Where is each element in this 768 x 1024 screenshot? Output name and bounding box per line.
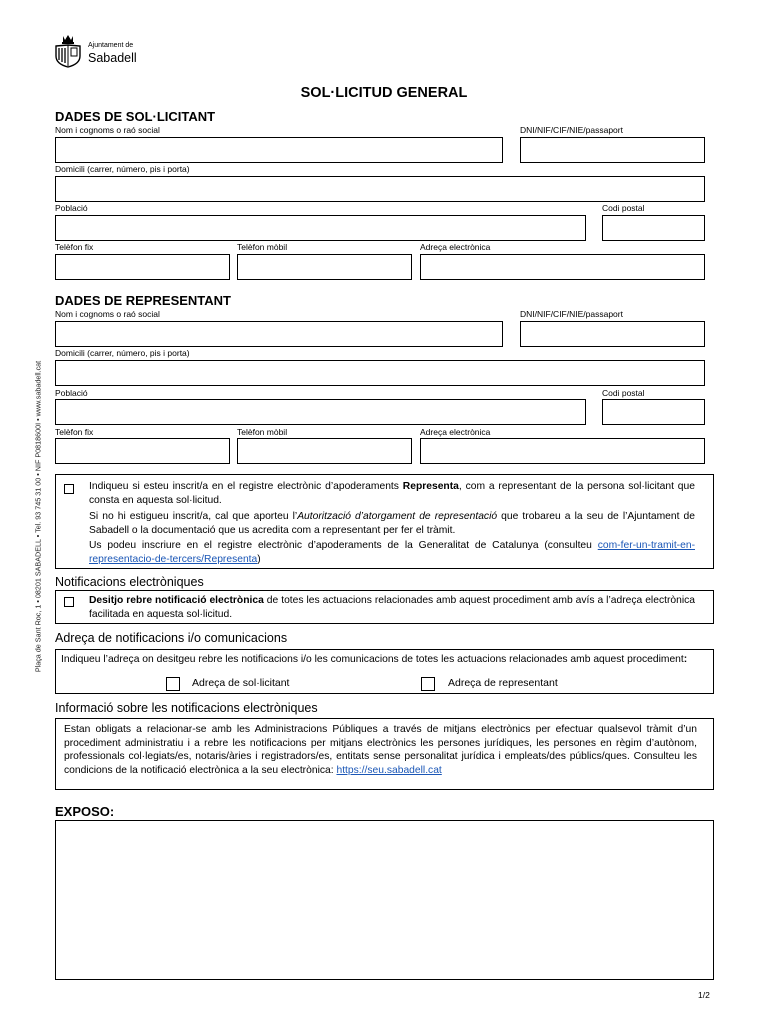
address-notif-panel bbox=[55, 649, 714, 694]
page-number: 1/2 bbox=[698, 990, 710, 1000]
representative-email-field[interactable] bbox=[420, 438, 705, 464]
representative-postal-label: Codi postal bbox=[602, 388, 645, 398]
representative-id-field[interactable] bbox=[520, 321, 705, 347]
representa-checkbox[interactable] bbox=[64, 484, 74, 494]
option-representative-checkbox[interactable] bbox=[421, 677, 435, 691]
applicant-city-field[interactable] bbox=[55, 215, 586, 241]
address-notif-heading: Adreça de notificacions i/o comunicacions bbox=[55, 631, 288, 645]
representative-mobile-label: Telèfon mòbil bbox=[237, 427, 288, 437]
representa-paragraph-1: Indiqueu si esteu inscrit/a en el registre electrònic d’apoderaments Representa, com a representant de la persona sol·licitant que consta en aquesta sol·licitud. bbox=[89, 481, 695, 506]
address-notif-text: Indiqueu l’adreça on desitgeu rebre les notificacions i/o les comunicacions de totes les actuacions relacionades amb aquest procediment: bbox=[61, 654, 688, 665]
representative-postal-field[interactable] bbox=[602, 399, 705, 425]
notifications-panel bbox=[55, 590, 714, 624]
representative-phone-label: Telèfon fix bbox=[55, 427, 94, 437]
coat-of-arms-icon bbox=[54, 34, 82, 68]
representative-id-label: DNI/NIF/CIF/NIE/passaport bbox=[520, 309, 623, 319]
option-applicant-label: Adreça de sol·licitant bbox=[192, 677, 290, 689]
applicant-mobile-label: Telèfon mòbil bbox=[237, 242, 288, 252]
representative-name-field[interactable] bbox=[55, 321, 503, 347]
info-heading: Informació sobre les notificacions electròniques bbox=[55, 701, 318, 715]
applicant-email-label: Adreça electrònica bbox=[420, 242, 491, 252]
info-text: Estan obligats a relacionar-se amb les Administracions Públiques a través de mitjans electrònics per efectuar qualsevol tràmit d’un procediment administratiu i a rebre les notificacions per mitjans electrònics les persones jurídiques, les persones en règim d’autònom, professionals col·legiats/es, notaris/àries i registradors/es, entitats sense personalitat jurídica i empleats/des públics/ques. Consulteu les condicions de la notificació electrònica a la seu electrònica: https://seu.sabadell.cat bbox=[64, 724, 697, 776]
applicant-heading: DADES DE SOL·LICITANT bbox=[55, 109, 216, 124]
representa-paragraph-3: Us podeu inscriure en el registre electrònic d’apoderaments de la Generalitat de Catalunya (consulteu com-fer-un-tramit-en-representacio-de-tercers/Representa) bbox=[89, 540, 695, 565]
applicant-mobile-field[interactable] bbox=[237, 254, 412, 280]
logo-line1: Ajuntament de bbox=[88, 42, 134, 49]
applicant-name-field[interactable] bbox=[55, 137, 503, 163]
representative-city-field[interactable] bbox=[55, 399, 586, 425]
exposo-textarea[interactable] bbox=[55, 820, 714, 980]
representa-link[interactable]: com-fer-un-tramit-en-representacio-de-tercers/Representa bbox=[89, 540, 695, 565]
applicant-id-field[interactable] bbox=[520, 137, 705, 163]
notifications-checkbox[interactable] bbox=[64, 597, 74, 607]
representative-name-label: Nom i cognoms o raó social bbox=[55, 309, 160, 319]
applicant-postal-field[interactable] bbox=[602, 215, 705, 241]
applicant-email-field[interactable] bbox=[420, 254, 705, 280]
applicant-phone-field[interactable] bbox=[55, 254, 230, 280]
side-address-text: Plaça de Sant Roc, 1 • 08201 SABADELL • Tel. 93 745 31 00 • NIF P0818600I • www.sabadell.cat bbox=[33, 360, 43, 673]
representative-email-label: Adreça electrònica bbox=[420, 427, 491, 437]
notifications-heading: Notificacions electròniques bbox=[55, 575, 204, 589]
option-applicant-checkbox[interactable] bbox=[166, 677, 180, 691]
representative-address-label: Domicili (carrer, número, pis i porta) bbox=[55, 348, 190, 358]
applicant-name-label: Nom i cognoms o raó social bbox=[55, 125, 160, 135]
city-logo bbox=[54, 34, 164, 68]
representative-mobile-field[interactable] bbox=[237, 438, 412, 464]
representative-heading: DADES DE REPRESENTANT bbox=[55, 293, 232, 308]
exposo-heading: EXPOSO: bbox=[55, 804, 115, 819]
applicant-phone-label: Telèfon fix bbox=[55, 242, 94, 252]
seu-link[interactable]: https://seu.sabadell.cat bbox=[336, 764, 442, 776]
representative-address-field[interactable] bbox=[55, 360, 705, 386]
representa-panel bbox=[55, 474, 714, 569]
representative-city-label: Població bbox=[55, 388, 88, 398]
representative-phone-field[interactable] bbox=[55, 438, 230, 464]
notifications-text: Desitjo rebre notificació electrònica de totes les actuacions relacionades amb aquest procediment amb avís a l’adreça electrònica facilitada en aquesta sol·licitud. bbox=[89, 595, 696, 620]
representa-paragraph-2: Si no hi estigueu inscrit/a, cal que aporteu l’Autorització d’atorgament de representació que trobareu a la seu de l’Ajuntament de Sabadell o la documentació que us acredita com a representant per fer el tràmit. bbox=[89, 511, 695, 536]
info-panel bbox=[55, 718, 714, 790]
applicant-city-label: Població bbox=[55, 203, 88, 213]
applicant-address-label: Domicili (carrer, número, pis i porta) bbox=[55, 164, 190, 174]
applicant-postal-label: Codi postal bbox=[602, 203, 645, 213]
applicant-address-field[interactable] bbox=[55, 176, 705, 202]
logo-line2: Sabadell bbox=[88, 51, 137, 65]
applicant-id-label: DNI/NIF/CIF/NIE/passaport bbox=[520, 125, 623, 135]
page-title: SOL·LICITUD GENERAL bbox=[300, 85, 468, 101]
option-representative-label: Adreça de representant bbox=[448, 677, 558, 689]
